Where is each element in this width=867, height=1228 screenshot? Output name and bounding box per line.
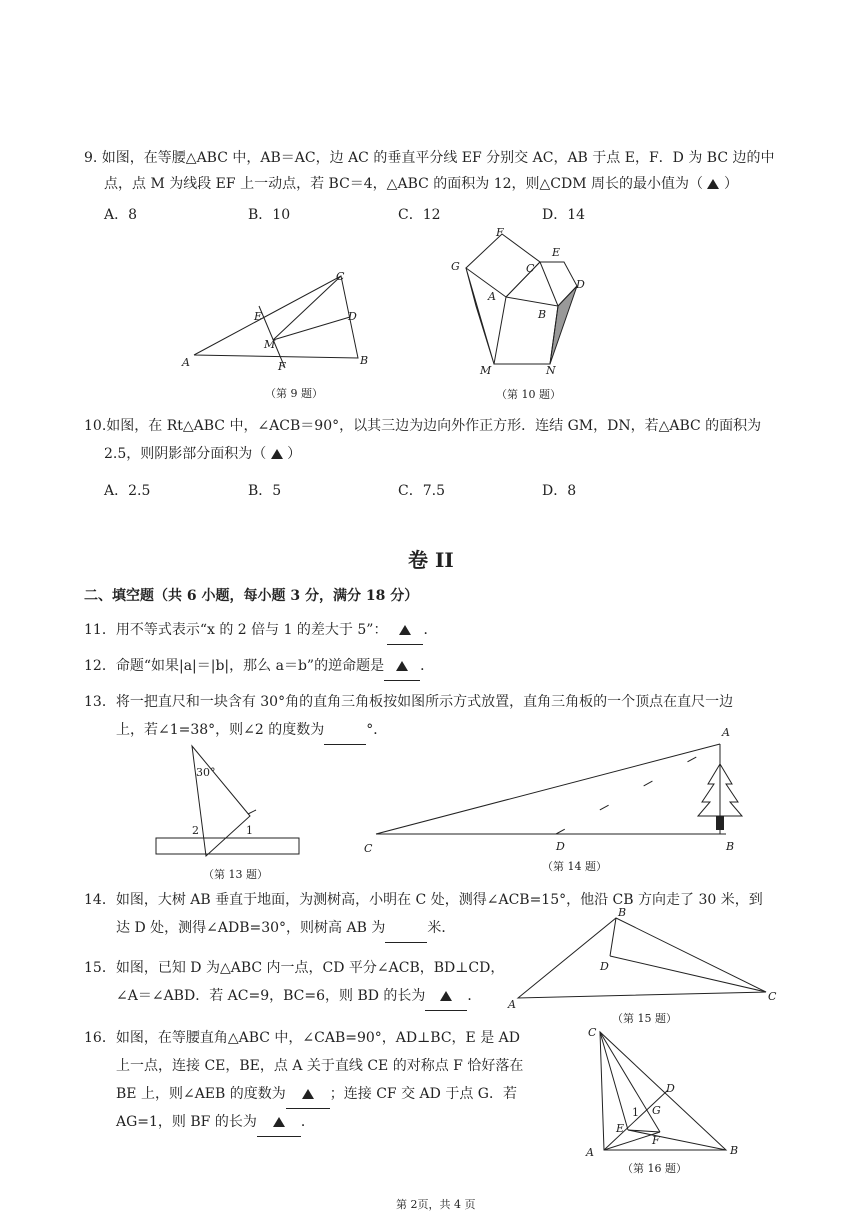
fig9-label-c: C [336, 270, 345, 283]
fig16-angle-1: 1 [632, 1106, 639, 1119]
q16-answer-blank-1 [286, 1080, 330, 1109]
q15-line1: 15．如图，已知 D 为△ABC 内一点，CD 平分∠ACB，BD⊥CD， [84, 960, 505, 976]
figure-10 [448, 226, 593, 376]
q10-line2 [104, 440, 301, 468]
fig16-label-d: D [666, 1082, 675, 1095]
q16-line4 [116, 1108, 315, 1137]
figure-13 [150, 742, 305, 860]
q16-line3b: ；连接 CF 交 AD 于点 G．若 [329, 1086, 517, 1102]
q13-line1: 13．将一把直尺和一块含有 30°角的直角三角板按如图所示方式放置，直角三角板的一个顶点在直尺一边 [84, 694, 734, 710]
answer-triangle-icon [302, 1089, 314, 1099]
q11-text: 11．用不等式表示“x 的 2 倍与 1 的差大于 5”： [84, 622, 388, 638]
fig16-label-g: G [652, 1104, 661, 1117]
q13-caption: （第 13 题） [203, 868, 268, 881]
q12-end: ． [420, 658, 435, 674]
answer-triangle-icon [707, 179, 719, 189]
fig16-label-f: F [652, 1134, 660, 1147]
q10-caption: （第 10 题） [496, 388, 561, 401]
q16-line1: 16．如图，在等腰直角△ABC 中，∠CAB=90°，AD⊥BC，E 是 AD [84, 1030, 521, 1046]
q10-option-c: C．7.5 [398, 483, 445, 499]
q16-line2: 上一点，连接 CE，BE，点 A 关于直线 CE 的对称点 F 恰好落在 [116, 1058, 524, 1074]
q9-line2-text: 点，点 M 为线段 EF 上一动点，若 BC＝4，△ABC 的面积为 12，则△CDM 周长的最小值为（ [104, 176, 704, 192]
section-title: 卷 II [408, 548, 454, 572]
q16-line3a: BE 上，则∠AEB 的度数为 [116, 1086, 286, 1102]
q12 [84, 652, 434, 681]
q16-caption: （第 16 题） [622, 1162, 687, 1175]
fig16-label-a: A [586, 1146, 594, 1158]
fig10-label-g: G [451, 260, 460, 273]
q16-line3 [116, 1080, 517, 1109]
q15-answer-blank [425, 982, 467, 1011]
q11 [84, 616, 437, 645]
q15-caption: （第 15 题） [612, 1012, 677, 1025]
q9-line2 [104, 170, 738, 198]
q14-line2 [116, 914, 455, 943]
q9-option-c: C．12 [398, 207, 441, 223]
answer-triangle-icon [273, 1117, 285, 1127]
q9-option-b: B．10 [248, 207, 291, 223]
q15-end: ． [467, 988, 482, 1004]
q10-option-b: B．5 [248, 483, 282, 499]
fig16-label-b: B [730, 1144, 739, 1157]
fig14-label-a: A [722, 726, 730, 739]
q14-answer-blank [385, 914, 427, 943]
fig14-label-c: C [364, 842, 373, 855]
q10-close: ） [287, 446, 302, 462]
fig9-label-a: A [182, 356, 190, 369]
q10-option-d: D．8 [542, 483, 577, 499]
figure-16 [580, 1026, 746, 1158]
q16-answer-blank-2 [257, 1108, 301, 1137]
figure-9 [180, 268, 380, 380]
q10-line1: 10.如图，在 Rt△ABC 中，∠ACB＝90°，以其三边为边向外作正方形．连结 GM，DN，若△ABC 的面积为 [84, 418, 762, 434]
q9-line1: 9. 如图，在等腰△ABC 中，AB＝AC，边 AC 的垂直平分线 EF 分别交 AC，AB 于点 E，F．D 为 BC 边的中 [84, 150, 775, 166]
fig9-label-d: D [348, 310, 357, 323]
fig10-label-e: E [552, 246, 561, 259]
fig14-label-d: D [556, 840, 565, 853]
fig10-label-d: D [576, 278, 585, 291]
answer-triangle-icon [440, 991, 452, 1001]
q15-line2-text: ∠A＝∠ABD．若 AC=9，BC=6，则 BD 的长为 [116, 988, 426, 1004]
fig15-label-d: D [600, 960, 609, 973]
q13-line2 [116, 716, 387, 745]
fig9-label-f: F [278, 360, 286, 373]
answer-triangle-icon [396, 661, 408, 671]
fig10-label-f: F [496, 226, 504, 239]
figure-14 [360, 724, 750, 856]
section-2-heading: 二、填空题（共 6 小题，每小题 3 分，满分 18 分） [84, 588, 419, 604]
q12-text: 12．命题“如果|a|＝|b|，那么 a＝b”的逆命题是 [84, 658, 385, 674]
fig10-label-b: B [538, 308, 547, 321]
fig16-label-c: C [588, 1026, 597, 1039]
q14-line2-text: 达 D 处，测得∠ADB=30°，则树高 AB 为 [116, 920, 386, 936]
q14-end: 米． [427, 920, 456, 936]
q9-option-d: D．14 [542, 207, 586, 223]
page-footer: 第 2页，共 4 页 [396, 1198, 476, 1211]
q11-answer-blank [387, 616, 423, 645]
figure-15 [504, 904, 784, 1010]
q15-line2 [116, 982, 481, 1011]
q10-option-a: A．2.5 [104, 483, 151, 499]
fig13-angle-30: 30° [196, 766, 216, 779]
answer-triangle-icon [399, 625, 411, 635]
fig15-label-c: C [768, 990, 777, 1003]
q14-line1: 14．如图，大树 AB 垂直于地面，为测树高，小明在 C 处，测得∠ACB=15°，他沿 CB 方向走了 30 米，到 [84, 892, 763, 908]
fig14-label-b: B [726, 840, 735, 853]
q9-caption: （第 9 题） [265, 387, 323, 400]
fig9-label-m: M [264, 338, 276, 351]
fig15-label-a: A [508, 998, 516, 1010]
fig13-angle-1: 1 [246, 824, 253, 837]
q10-line2-text: 2.5，则阴影部分面积为（ [104, 446, 267, 462]
fig15-label-b: B [618, 906, 627, 919]
q14-caption: （第 14 题） [542, 860, 607, 873]
answer-triangle-icon [271, 449, 283, 459]
q13-line2-text: 上，若∠1=38°，则∠2 的度数为 [116, 722, 325, 738]
fig9-label-b: B [360, 354, 369, 367]
fig13-angle-2: 2 [192, 824, 199, 837]
q13-end: °． [366, 722, 388, 738]
q9-close: ） [723, 176, 738, 192]
q12-answer-blank [384, 652, 420, 681]
fig16-label-e: E [616, 1122, 625, 1135]
q16-line4b: ． [300, 1114, 315, 1130]
fig10-label-c: C [526, 262, 535, 275]
q11-end: ． [423, 622, 438, 638]
q16-line4a: AG=1，则 BF 的长为 [116, 1114, 257, 1130]
fig10-label-a: A [488, 290, 496, 303]
fig10-label-n: N [546, 364, 556, 376]
q9-option-a: A．8 [104, 207, 138, 223]
fig9-label-e: E [254, 310, 263, 323]
fig10-label-m: M [480, 364, 492, 376]
